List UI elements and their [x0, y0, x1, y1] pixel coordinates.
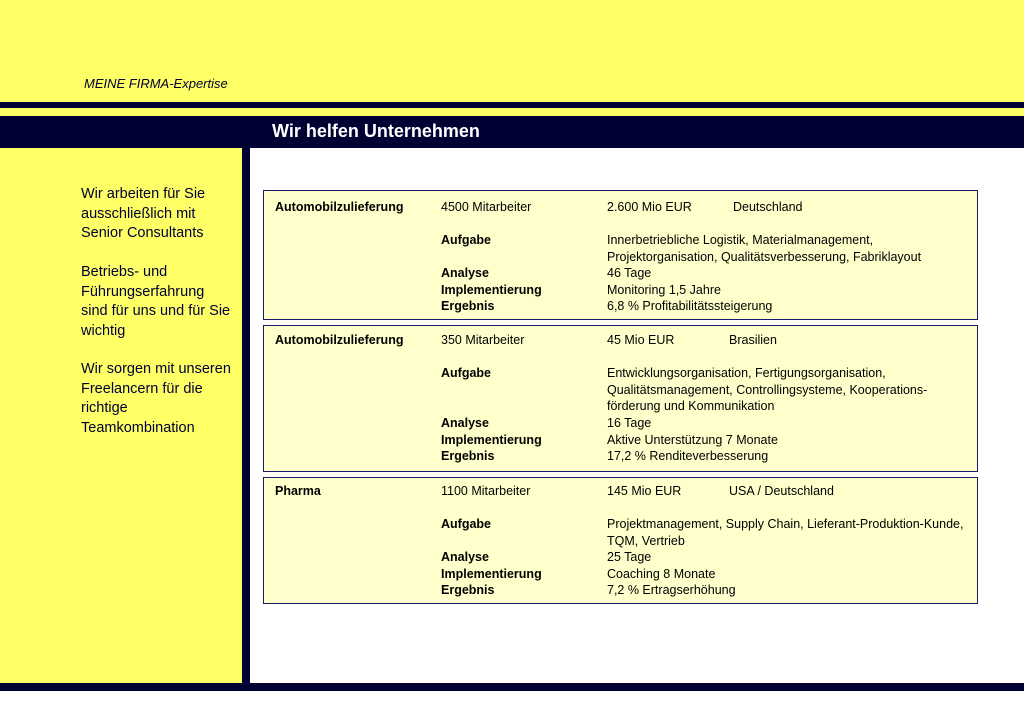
case-analyse: 25 Tage: [607, 550, 652, 564]
case-implementierung: Coaching 8 Monate: [607, 566, 716, 581]
case-analyse: 46 Tage: [607, 266, 652, 280]
implementierung-label: Implementierung: [441, 566, 542, 581]
ergebnis-label: Ergebnis: [441, 449, 495, 464]
brand-label: MEINE FIRMA-Expertise: [84, 76, 228, 91]
case-aufgabe: Entwicklungsorganisation, Fertigungsorganisation, Qualitätsmanagement, Controllingsysteme, Kooperations-förderung und Kommunikation: [607, 366, 928, 414]
case-revenue: 45 Mio EUR: [607, 333, 675, 347]
aufgabe-label: Aufgabe: [441, 366, 491, 380]
sidebar-paragraph: Wir arbeiten für Sie ausschließlich mit Senior Consultants: [81, 186, 206, 241]
case-industry: Automobilzulieferung: [275, 333, 404, 347]
case-country: USA / Deutschland: [729, 484, 834, 498]
sidebar-paragraph: Betriebs- und Führungserfahrung sind für uns und für Sie wichtig: [81, 264, 231, 339]
header-gap: [0, 108, 1024, 116]
case-ergebnis: 6,8 % Profitabilitätssteigerung: [607, 299, 773, 314]
case-card: [263, 190, 978, 320]
title-bar: [0, 116, 1024, 148]
implementierung-label: Implementierung: [441, 282, 542, 297]
case-aufgabe: Projektmanagement, Supply Chain, Lieferant-Produktion-Kunde, TQM, Vertrieb: [607, 517, 964, 548]
case-card: [263, 325, 978, 472]
analyse-label: Analyse: [441, 550, 489, 564]
page-title: Wir helfen Unternehmen: [272, 121, 480, 141]
case-analyse: 16 Tage: [607, 416, 652, 430]
case-country: Brasilien: [729, 333, 777, 347]
case-aufgabe: Innerbetriebliche Logistik, Materialmanagement, Projektorganisation, Qualitätsverbesserung, Fabriklayout: [607, 233, 922, 264]
sidebar-paragraph: Wir sorgen mit unseren Freelancern für die richtige Teamkombination: [81, 361, 231, 436]
case-ergebnis: 17,2 % Renditeverbesserung: [607, 449, 769, 464]
analyse-label: Analyse: [441, 416, 489, 430]
ergebnis-label: Ergebnis: [441, 299, 495, 314]
analyse-label: Analyse: [441, 266, 489, 280]
ergebnis-label: Ergebnis: [441, 583, 495, 598]
case-industry: Pharma: [275, 484, 321, 498]
footer-rule: [0, 683, 1024, 691]
case-revenue: 145 Mio EUR: [607, 484, 682, 498]
aufgabe-label: Aufgabe: [441, 517, 491, 531]
aufgabe-label: Aufgabe: [441, 233, 491, 247]
case-card: [263, 477, 978, 604]
case-employees: 4500 Mitarbeiter: [441, 200, 532, 214]
case-employees: 1100 Mitarbeiter: [441, 484, 531, 498]
case-ergebnis: 7,2 % Ertragserhöhung: [607, 583, 736, 598]
case-implementierung: Aktive Unterstützung 7 Monate: [607, 432, 778, 447]
implementierung-label: Implementierung: [441, 432, 542, 447]
sidebar-rule: [242, 148, 250, 683]
case-country: Deutschland: [733, 200, 803, 214]
case-revenue: 2.600 Mio EUR: [607, 200, 692, 214]
case-industry: Automobilzulieferung: [275, 200, 404, 214]
case-implementierung: Monitoring 1,5 Jahre: [607, 282, 721, 297]
case-employees: 350 Mitarbeiter: [441, 333, 525, 347]
